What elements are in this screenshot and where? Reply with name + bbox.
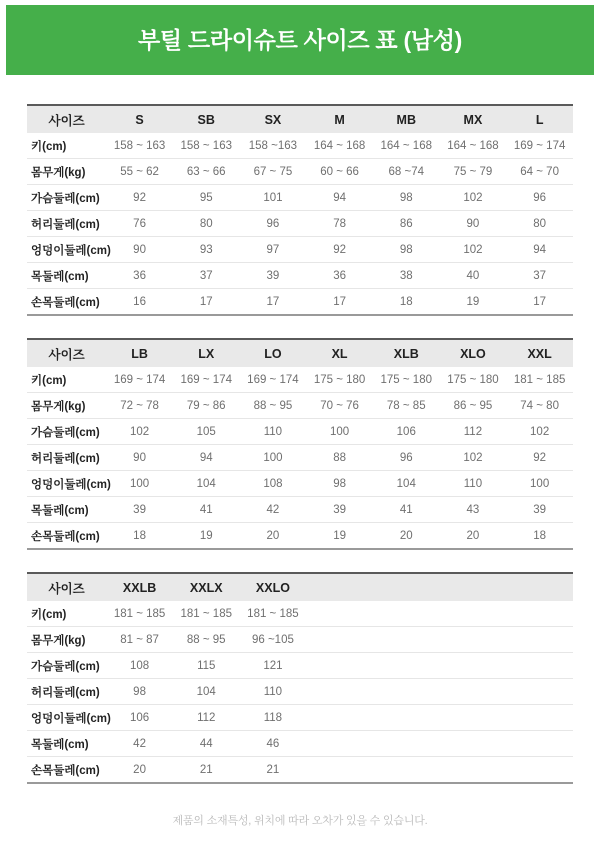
- header-cell-size: M: [306, 105, 373, 133]
- measurement-cell: [373, 679, 440, 705]
- measurement-cell: 37: [506, 263, 573, 289]
- measurement-cell: [306, 679, 373, 705]
- measurement-cell: 164 ~ 168: [373, 133, 440, 159]
- measurement-cell: 78: [306, 211, 373, 237]
- measurement-cell: 80: [173, 211, 240, 237]
- measurement-cell: [306, 601, 373, 627]
- page-title: 부틸 드라이슈트 사이즈 표 (남성): [137, 26, 462, 53]
- measurement-cell: 37: [173, 263, 240, 289]
- measurement-cell: 164 ~ 168: [306, 133, 373, 159]
- measurement-cell: 72 ~ 78: [106, 393, 173, 419]
- header-cell-size: XXL: [506, 339, 573, 367]
- measurement-cell: 102: [106, 419, 173, 445]
- size-table: [27, 572, 573, 784]
- header-cell-size: XXLO: [240, 573, 307, 601]
- measurement-cell: 110: [440, 471, 507, 497]
- table-row: [27, 237, 573, 263]
- table-row: [27, 445, 573, 471]
- measurement-cell: 41: [373, 497, 440, 523]
- measurement-cell: 74 ~ 80: [506, 393, 573, 419]
- measurement-cell: 44: [173, 731, 240, 757]
- header-cell-size: XL: [306, 339, 373, 367]
- table-row: [27, 133, 573, 159]
- measurement-cell: 88 ~ 95: [173, 627, 240, 653]
- row-label: 허리둘레(cm): [27, 445, 106, 471]
- measurement-cell: 175 ~ 180: [373, 367, 440, 393]
- header-cell-size: XXLX: [173, 573, 240, 601]
- table-header-row: [27, 339, 573, 367]
- measurement-cell: 60 ~ 66: [306, 159, 373, 185]
- header-cell-size: LO: [240, 339, 307, 367]
- measurement-cell: 20: [440, 523, 507, 550]
- measurement-cell: 88 ~ 95: [240, 393, 307, 419]
- measurement-cell: 115: [173, 653, 240, 679]
- header-cell-size: [306, 573, 373, 601]
- row-label: 손목둘레(cm): [27, 523, 106, 550]
- measurement-cell: 43: [440, 497, 507, 523]
- measurement-cell: 104: [373, 471, 440, 497]
- measurement-cell: 68 ~74: [373, 159, 440, 185]
- table-row: [27, 471, 573, 497]
- measurement-cell: 78 ~ 85: [373, 393, 440, 419]
- measurement-cell: 70 ~ 76: [306, 393, 373, 419]
- header-cell-size-label: 사이즈: [27, 339, 106, 367]
- measurement-cell: 118: [240, 705, 307, 731]
- table-row: [27, 497, 573, 523]
- measurement-cell: 39: [506, 497, 573, 523]
- header-cell-size: L: [506, 105, 573, 133]
- measurement-cell: 98: [373, 237, 440, 263]
- measurement-cell: 110: [240, 419, 307, 445]
- size-tables-container: [6, 75, 594, 806]
- measurement-cell: [440, 705, 507, 731]
- table-row: [27, 419, 573, 445]
- measurement-cell: 75 ~ 79: [440, 159, 507, 185]
- row-label: 가슴둘레(cm): [27, 653, 106, 679]
- measurement-cell: 20: [106, 757, 173, 784]
- row-label: 가슴둘레(cm): [27, 185, 106, 211]
- measurement-cell: 86: [373, 211, 440, 237]
- measurement-cell: 39: [306, 497, 373, 523]
- header-cell-size: [440, 573, 507, 601]
- row-label: 엉덩이둘레(cm): [27, 237, 106, 263]
- measurement-cell: 104: [173, 471, 240, 497]
- measurement-cell: 100: [106, 471, 173, 497]
- measurement-cell: [506, 757, 573, 784]
- measurement-cell: 36: [106, 263, 173, 289]
- row-label: 키(cm): [27, 367, 106, 393]
- measurement-cell: 19: [440, 289, 507, 316]
- measurement-cell: 100: [506, 471, 573, 497]
- header-cell-size-label: 사이즈: [27, 105, 106, 133]
- measurement-cell: 76: [106, 211, 173, 237]
- measurement-cell: 19: [306, 523, 373, 550]
- table-row: [27, 523, 573, 550]
- measurement-cell: 21: [240, 757, 307, 784]
- measurement-cell: 20: [240, 523, 307, 550]
- measurement-cell: [373, 601, 440, 627]
- row-label: 엉덩이둘레(cm): [27, 705, 106, 731]
- size-table: [27, 338, 573, 550]
- measurement-cell: 98: [106, 679, 173, 705]
- measurement-cell: 93: [173, 237, 240, 263]
- header-cell-size: MB: [373, 105, 440, 133]
- measurement-cell: 175 ~ 180: [440, 367, 507, 393]
- measurement-cell: 79 ~ 86: [173, 393, 240, 419]
- measurement-cell: 101: [240, 185, 307, 211]
- header-cell-size: XXLB: [106, 573, 173, 601]
- measurement-cell: 21: [173, 757, 240, 784]
- measurement-cell: 169 ~ 174: [506, 133, 573, 159]
- measurement-cell: [306, 705, 373, 731]
- measurement-cell: [506, 627, 573, 653]
- measurement-cell: 90: [106, 237, 173, 263]
- row-label: 목둘레(cm): [27, 497, 106, 523]
- header-cell-size: [373, 573, 440, 601]
- header-cell-size: XLO: [440, 339, 507, 367]
- measurement-cell: 16: [106, 289, 173, 316]
- measurement-cell: [306, 757, 373, 784]
- measurement-cell: 96 ~105: [240, 627, 307, 653]
- measurement-cell: 17: [240, 289, 307, 316]
- table-row: [27, 731, 573, 757]
- measurement-cell: 112: [440, 419, 507, 445]
- measurement-cell: [373, 757, 440, 784]
- measurement-cell: 96: [373, 445, 440, 471]
- measurement-cell: 20: [373, 523, 440, 550]
- measurement-cell: 17: [506, 289, 573, 316]
- row-label: 키(cm): [27, 133, 106, 159]
- measurement-cell: 108: [106, 653, 173, 679]
- measurement-cell: 39: [106, 497, 173, 523]
- measurement-cell: 90: [440, 211, 507, 237]
- row-label: 가슴둘레(cm): [27, 419, 106, 445]
- row-label: 손목둘레(cm): [27, 289, 106, 316]
- table-row: [27, 601, 573, 627]
- page-header-banner: [6, 5, 594, 75]
- measurement-cell: 181 ~ 185: [106, 601, 173, 627]
- measurement-cell: 98: [306, 471, 373, 497]
- measurement-cell: 92: [106, 185, 173, 211]
- table-row: [27, 367, 573, 393]
- table-row: [27, 393, 573, 419]
- size-table: [27, 104, 573, 316]
- measurement-cell: 92: [306, 237, 373, 263]
- measurement-cell: 42: [240, 497, 307, 523]
- table-row: [27, 211, 573, 237]
- table-row: [27, 705, 573, 731]
- measurement-cell: [440, 679, 507, 705]
- row-label: 목둘레(cm): [27, 263, 106, 289]
- measurement-cell: 39: [240, 263, 307, 289]
- table-row: [27, 185, 573, 211]
- measurement-cell: 102: [440, 237, 507, 263]
- row-label: 키(cm): [27, 601, 106, 627]
- measurement-cell: [306, 731, 373, 757]
- measurement-cell: 36: [306, 263, 373, 289]
- measurement-cell: 96: [240, 211, 307, 237]
- measurement-cell: 18: [373, 289, 440, 316]
- measurement-cell: 98: [373, 185, 440, 211]
- measurement-cell: 88: [306, 445, 373, 471]
- measurement-cell: 64 ~ 70: [506, 159, 573, 185]
- row-label: 손목둘레(cm): [27, 757, 106, 784]
- measurement-cell: 46: [240, 731, 307, 757]
- measurement-cell: [306, 653, 373, 679]
- measurement-cell: 94: [306, 185, 373, 211]
- measurement-cell: [506, 601, 573, 627]
- measurement-cell: 92: [506, 445, 573, 471]
- row-label: 허리둘레(cm): [27, 211, 106, 237]
- table-row: [27, 263, 573, 289]
- header-cell-size: MX: [440, 105, 507, 133]
- measurement-cell: 169 ~ 174: [106, 367, 173, 393]
- measurement-cell: 110: [240, 679, 307, 705]
- row-label: 몸무게(kg): [27, 159, 106, 185]
- measurement-cell: 158 ~ 163: [173, 133, 240, 159]
- measurement-cell: [440, 653, 507, 679]
- measurement-cell: 86 ~ 95: [440, 393, 507, 419]
- table-header-row: [27, 105, 573, 133]
- measurement-cell: 106: [373, 419, 440, 445]
- measurement-cell: 102: [440, 185, 507, 211]
- measurement-cell: 121: [240, 653, 307, 679]
- measurement-cell: 94: [173, 445, 240, 471]
- measurement-cell: [306, 627, 373, 653]
- measurement-cell: 104: [173, 679, 240, 705]
- header-cell-size: [506, 573, 573, 601]
- row-label: 엉덩이둘레(cm): [27, 471, 106, 497]
- measurement-cell: 67 ~ 75: [240, 159, 307, 185]
- measurement-cell: 96: [506, 185, 573, 211]
- measurement-cell: 100: [240, 445, 307, 471]
- measurement-cell: 55 ~ 62: [106, 159, 173, 185]
- header-cell-size: LB: [106, 339, 173, 367]
- measurement-cell: 181 ~ 185: [173, 601, 240, 627]
- measurement-cell: 158 ~163: [240, 133, 307, 159]
- measurement-cell: [506, 653, 573, 679]
- measurement-cell: [373, 731, 440, 757]
- measurement-cell: 41: [173, 497, 240, 523]
- table-row: [27, 653, 573, 679]
- row-label: 몸무게(kg): [27, 627, 106, 653]
- header-cell-size: SB: [173, 105, 240, 133]
- measurement-cell: 105: [173, 419, 240, 445]
- measurement-cell: [440, 757, 507, 784]
- measurement-cell: [506, 679, 573, 705]
- measurement-cell: 18: [506, 523, 573, 550]
- measurement-cell: 18: [106, 523, 173, 550]
- row-label: 허리둘레(cm): [27, 679, 106, 705]
- table-row: [27, 679, 573, 705]
- measurement-cell: 17: [173, 289, 240, 316]
- measurement-cell: 80: [506, 211, 573, 237]
- measurement-cell: [506, 731, 573, 757]
- footer-disclaimer: 제품의 소재특성, 위치에 따라 오차가 있을 수 있습니다.: [172, 815, 428, 827]
- measurement-cell: 112: [173, 705, 240, 731]
- table-row: [27, 627, 573, 653]
- measurement-cell: 164 ~ 168: [440, 133, 507, 159]
- measurement-cell: 19: [173, 523, 240, 550]
- measurement-cell: [440, 627, 507, 653]
- row-label: 몸무게(kg): [27, 393, 106, 419]
- measurement-cell: 181 ~ 185: [506, 367, 573, 393]
- measurement-cell: 63 ~ 66: [173, 159, 240, 185]
- measurement-cell: [373, 653, 440, 679]
- measurement-cell: [440, 731, 507, 757]
- measurement-cell: [440, 601, 507, 627]
- measurement-cell: 181 ~ 185: [240, 601, 307, 627]
- header-cell-size-label: 사이즈: [27, 573, 106, 601]
- measurement-cell: 158 ~ 163: [106, 133, 173, 159]
- measurement-cell: 81 ~ 87: [106, 627, 173, 653]
- header-cell-size: LX: [173, 339, 240, 367]
- measurement-cell: 100: [306, 419, 373, 445]
- measurement-cell: [506, 705, 573, 731]
- measurement-cell: 42: [106, 731, 173, 757]
- measurement-cell: 106: [106, 705, 173, 731]
- header-cell-size: SX: [240, 105, 307, 133]
- table-header-row: [27, 573, 573, 601]
- header-cell-size: S: [106, 105, 173, 133]
- measurement-cell: 102: [506, 419, 573, 445]
- measurement-cell: 38: [373, 263, 440, 289]
- measurement-cell: 108: [240, 471, 307, 497]
- measurement-cell: 102: [440, 445, 507, 471]
- measurement-cell: 40: [440, 263, 507, 289]
- table-row: [27, 289, 573, 316]
- measurement-cell: [373, 705, 440, 731]
- measurement-cell: 97: [240, 237, 307, 263]
- measurement-cell: 169 ~ 174: [173, 367, 240, 393]
- table-row: [27, 757, 573, 784]
- measurement-cell: 17: [306, 289, 373, 316]
- measurement-cell: 90: [106, 445, 173, 471]
- measurement-cell: [373, 627, 440, 653]
- row-label: 목둘레(cm): [27, 731, 106, 757]
- measurement-cell: 95: [173, 185, 240, 211]
- table-row: [27, 159, 573, 185]
- measurement-cell: 175 ~ 180: [306, 367, 373, 393]
- header-cell-size: XLB: [373, 339, 440, 367]
- measurement-cell: 94: [506, 237, 573, 263]
- measurement-cell: 169 ~ 174: [240, 367, 307, 393]
